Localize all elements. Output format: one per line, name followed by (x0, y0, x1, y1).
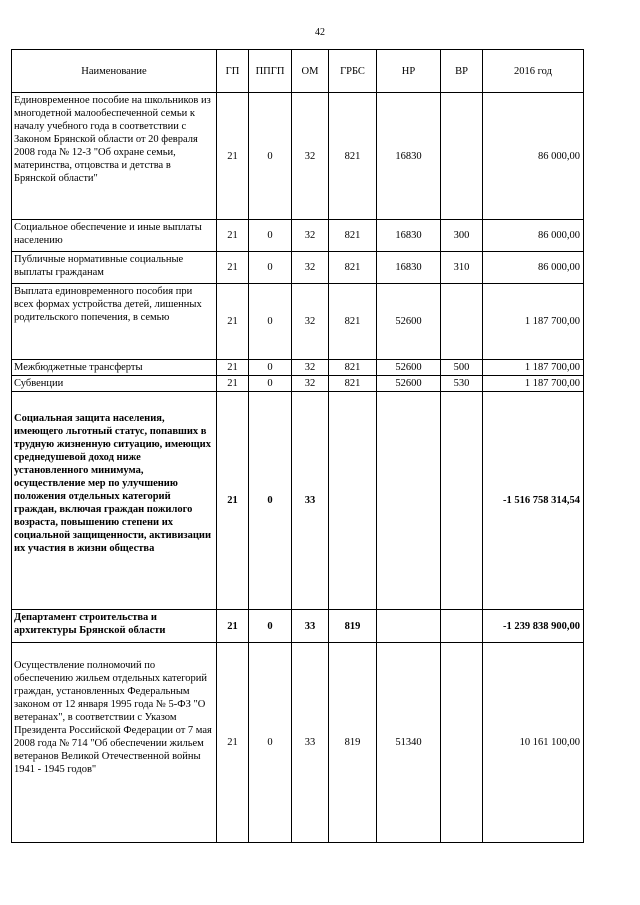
row-ppgp: 0 (249, 360, 292, 376)
row-vr (441, 392, 483, 610)
row-name: Межбюджетные трансферты (12, 360, 217, 376)
row-grbs: 819 (329, 610, 377, 643)
row-vr (441, 643, 483, 843)
page-number: 42 (315, 27, 325, 38)
row-vr: 530 (441, 376, 483, 392)
row-vr (441, 610, 483, 643)
row-amount: -1 239 838 900,00 (483, 610, 584, 643)
row-nr: 52600 (377, 376, 441, 392)
row-nr: 16830 (377, 93, 441, 220)
table-row (12, 284, 584, 360)
row-gp: 21 (217, 610, 249, 643)
row-gp: 21 (217, 392, 249, 610)
row-gp: 21 (217, 284, 249, 360)
row-vr: 310 (441, 252, 483, 284)
row-grbs: 821 (329, 376, 377, 392)
row-om: 32 (292, 360, 329, 376)
row-name: Выплата единовременного пособия при всех формах устройства детей, лишенных родительского попечения, в семью (12, 284, 217, 360)
row-amount: 1 187 700,00 (483, 376, 584, 392)
row-ppgp: 0 (249, 284, 292, 360)
row-name: Субвенции (12, 376, 217, 392)
header-ppgp: ППГП (249, 50, 292, 93)
header-nr: НР (377, 50, 441, 93)
header-om: ОМ (292, 50, 329, 93)
row-nr: 52600 (377, 360, 441, 376)
row-gp: 21 (217, 252, 249, 284)
row-amount: 86 000,00 (483, 93, 584, 220)
row-gp: 21 (217, 93, 249, 220)
row-nr (377, 610, 441, 643)
row-vr (441, 93, 483, 220)
row-nr: 16830 (377, 220, 441, 252)
header-vr: ВР (441, 50, 483, 93)
header-row (12, 50, 584, 93)
row-vr: 300 (441, 220, 483, 252)
row-amount: 10 161 100,00 (483, 643, 584, 843)
row-om: 32 (292, 252, 329, 284)
row-om: 33 (292, 392, 329, 610)
row-name: Департамент строительства и архитектуры Брянской области (12, 610, 217, 643)
row-amount: -1 516 758 314,54 (483, 392, 584, 610)
row-gp: 21 (217, 376, 249, 392)
row-ppgp: 0 (249, 252, 292, 284)
row-ppgp: 0 (249, 610, 292, 643)
header-gp: ГП (217, 50, 249, 93)
row-nr: 52600 (377, 284, 441, 360)
row-ppgp: 0 (249, 392, 292, 610)
row-name: Единовременное пособие на школьников из многодетной малообеспеченной семьи к началу учебного года в соответствии с Законом Брянской области от 20 февраля 2008 года № 12-З "Об охране семьи, материнства, отцовства и детства в Брянской области" (12, 93, 217, 220)
table-row (12, 610, 584, 643)
row-amount: 1 187 700,00 (483, 360, 584, 376)
table-row (12, 220, 584, 252)
row-ppgp: 0 (249, 220, 292, 252)
row-ppgp: 0 (249, 93, 292, 220)
row-om: 32 (292, 220, 329, 252)
row-amount: 86 000,00 (483, 220, 584, 252)
row-om: 32 (292, 284, 329, 360)
row-name: Публичные нормативные социальные выплаты гражданам (12, 252, 217, 284)
row-grbs: 819 (329, 643, 377, 843)
row-vr: 500 (441, 360, 483, 376)
row-gp: 21 (217, 220, 249, 252)
row-ppgp: 0 (249, 643, 292, 843)
row-grbs: 821 (329, 220, 377, 252)
header-grbs: ГРБС (329, 50, 377, 93)
row-om: 33 (292, 643, 329, 843)
row-vr (441, 284, 483, 360)
table-row (12, 643, 584, 843)
table-row (12, 360, 584, 376)
table-row (12, 93, 584, 220)
row-grbs: 821 (329, 93, 377, 220)
row-amount: 86 000,00 (483, 252, 584, 284)
row-om: 33 (292, 610, 329, 643)
row-name: Социальная защита населения, имеющего льготный статус, попавших в трудную жизненную ситуацию, имеющих среднедушевой доход ниже установленного минимума, осуществление мер по улучшению положения отдельных категорий граждан, включая граждан пожилого возраста, повышению степени их социальной защищенности, активизации их участия в жизни общества (12, 392, 217, 610)
header-name: Наименование (12, 50, 217, 93)
row-grbs: 821 (329, 360, 377, 376)
row-nr: 16830 (377, 252, 441, 284)
row-name: Социальное обеспечение и иные выплаты населению (12, 220, 217, 252)
header-year: 2016 год (483, 50, 584, 93)
row-grbs (329, 392, 377, 610)
row-amount: 1 187 700,00 (483, 284, 584, 360)
row-om: 32 (292, 376, 329, 392)
budget-table (11, 49, 584, 843)
table-row (12, 252, 584, 284)
table-row (12, 392, 584, 610)
row-nr: 51340 (377, 643, 441, 843)
row-ppgp: 0 (249, 376, 292, 392)
row-name: Осуществление полномочий по обеспечению жильем отдельных категорий граждан, установленных Федеральным законом от 12 января 1995 года № 5-ФЗ "О ветеранах", в соответствии с Указом Президента Российской Федерации от 7 мая 2008 года № 714 "Об обеспечении жильем ветеранов Великой Отечественной войны 1941 - 1945 годов" (12, 643, 217, 843)
row-grbs: 821 (329, 284, 377, 360)
row-gp: 21 (217, 360, 249, 376)
row-om: 32 (292, 93, 329, 220)
row-grbs: 821 (329, 252, 377, 284)
row-nr (377, 392, 441, 610)
table-row (12, 376, 584, 392)
row-gp: 21 (217, 643, 249, 843)
